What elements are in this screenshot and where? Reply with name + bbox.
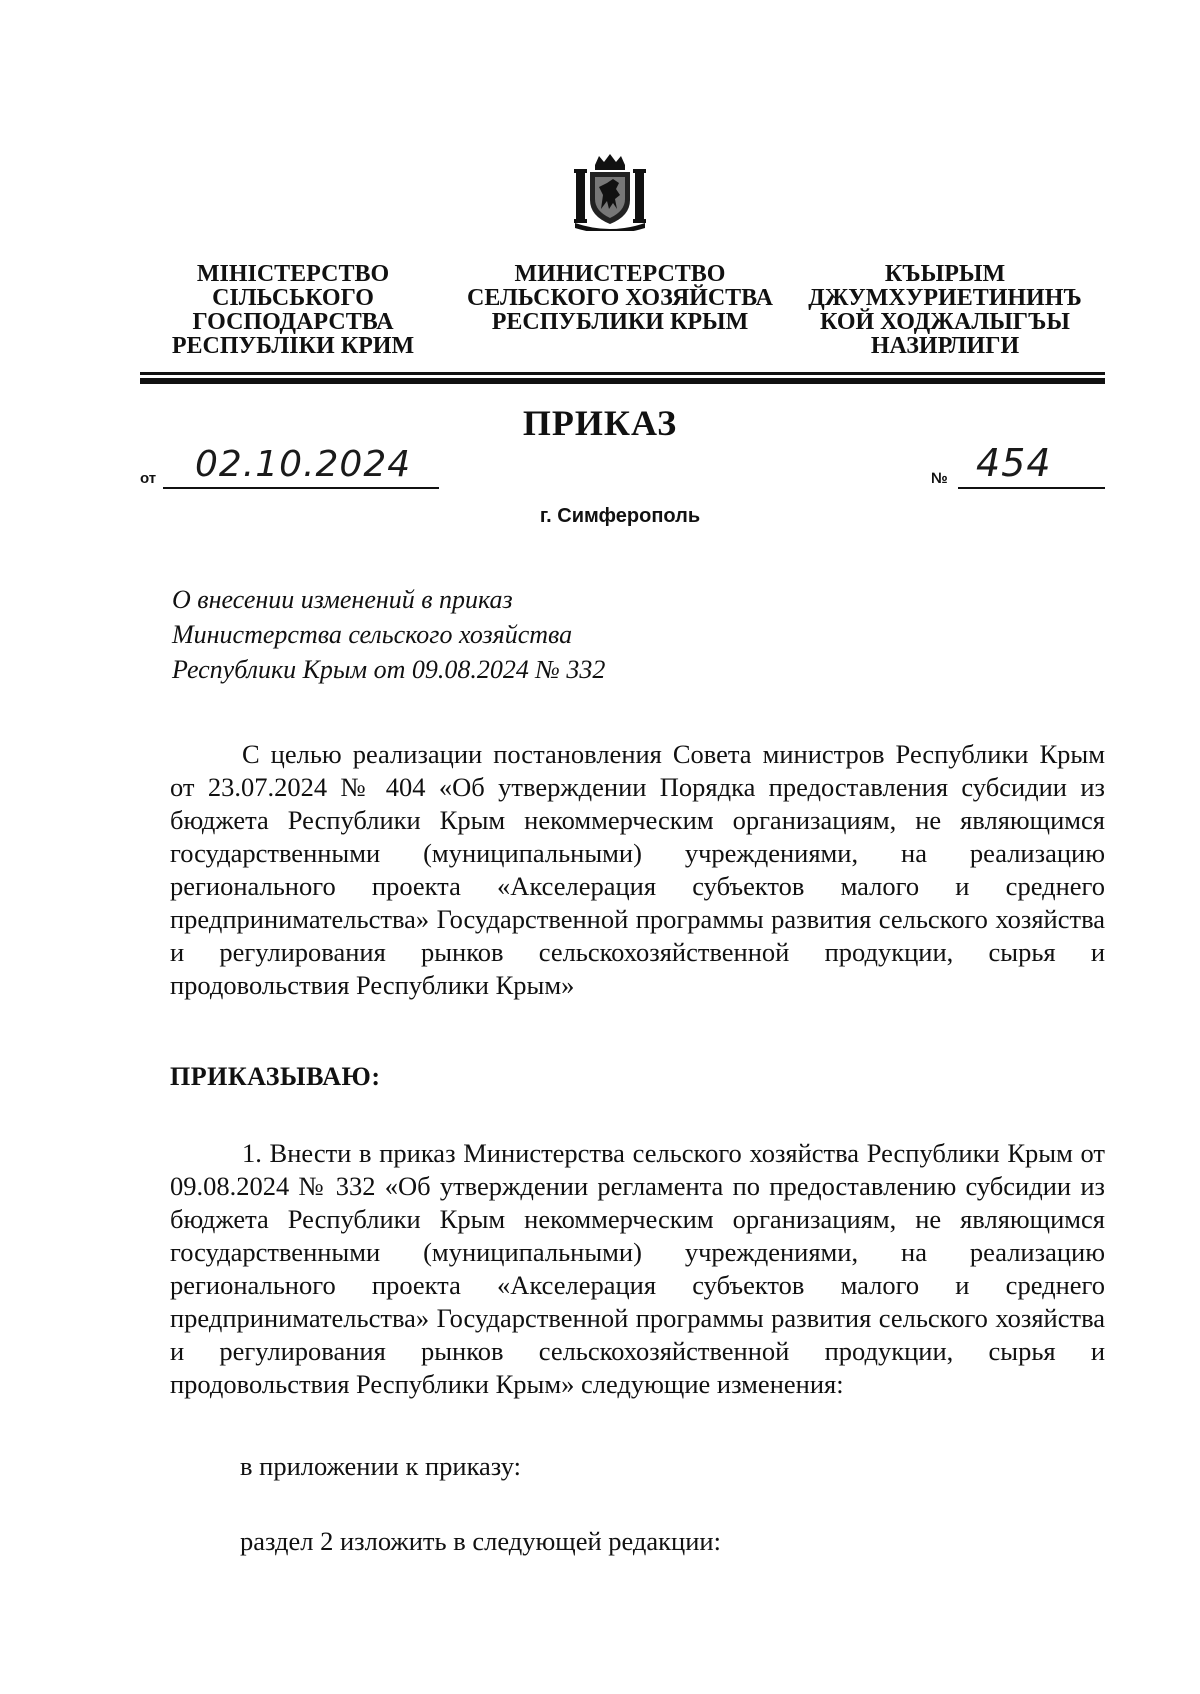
ministry-name-crimean-tatar: КЪЫРЫМ ДЖУМХУРИЕТИНИНЪ КОЙ ХОДЖАЛЫГЪЫ НАЗИРЛИГИ [808, 261, 1082, 359]
document-title: ПРИКАЗ [522, 403, 678, 443]
preamble-paragraph: С целью реализации постановления Совета министров Республики Крым от 23.07.2024 № 404 «Об утверждении Порядка предоставления субсидии из бюджета Республики Крым некоммерческим организациям, не являющимся государственными (муниципальными) учреждениями, на реализацию регионального проекта «Акселерация субъектов малого и среднего предпринимательства» Государственной программы развития сельского хозяйства и регулирования рынков сельскохозяйственной продукции, сырья и продовольствия Республики Крым» [170, 739, 1105, 1000]
document-city: г. Симферополь [539, 505, 701, 527]
number-underline [958, 487, 1105, 489]
header-divider-thick [140, 378, 1105, 384]
document-number: 454 [976, 441, 1052, 485]
date-underline [163, 487, 439, 489]
document-date: 02.10.2024 [195, 444, 412, 485]
subject-line: О внесении изменений в приказ [172, 585, 513, 614]
crimea-coat-of-arms-icon [573, 153, 647, 231]
ministry-name-ukrainian: МІНІСТЕРСТВО СІЛЬСЬКОГО ГОСПОДАРСТВА РЕСПУБЛІКИ КРИМ [171, 261, 415, 359]
number-label: № [931, 470, 948, 487]
date-label: от [140, 470, 157, 487]
order-item-1: 1. Внести в приказ Министерства сельского хозяйства Республики Крым от 09.08.2024 № 332 «Об утверждении регламента по предоставлению субсидии из бюджета Республики Крым некоммерческим организациям, не являющимся государственными (муниципальными) учреждениями, на реализацию регионального проекта «Акселерация субъектов малого и среднего предпринимательства» Государственной программы развития сельского хозяйства и регулирования рынков сельскохозяйственной продукции, сырья и продовольствия Республики Крым» следующие изменения: [170, 1138, 1105, 1399]
ministry-name-russian: МИНИСТЕРСТВО СЕЛЬСКОГО ХОЗЯЙСТВА РЕСПУБЛИКИ КРЫМ [466, 261, 774, 335]
subject-line: Министерства сельского хозяйства [172, 620, 573, 649]
appendix-line: в приложении к приказу: [240, 1451, 521, 1481]
subject-line: Республики Крым от 09.08.2024 № 332 [172, 655, 606, 684]
document-subject [172, 582, 772, 687]
section-line: раздел 2 изложить в следующей редакции: [240, 1526, 721, 1556]
header-divider-thin [140, 372, 1105, 375]
order-heading: ПРИКАЗЫВАЮ: [170, 1062, 381, 1091]
